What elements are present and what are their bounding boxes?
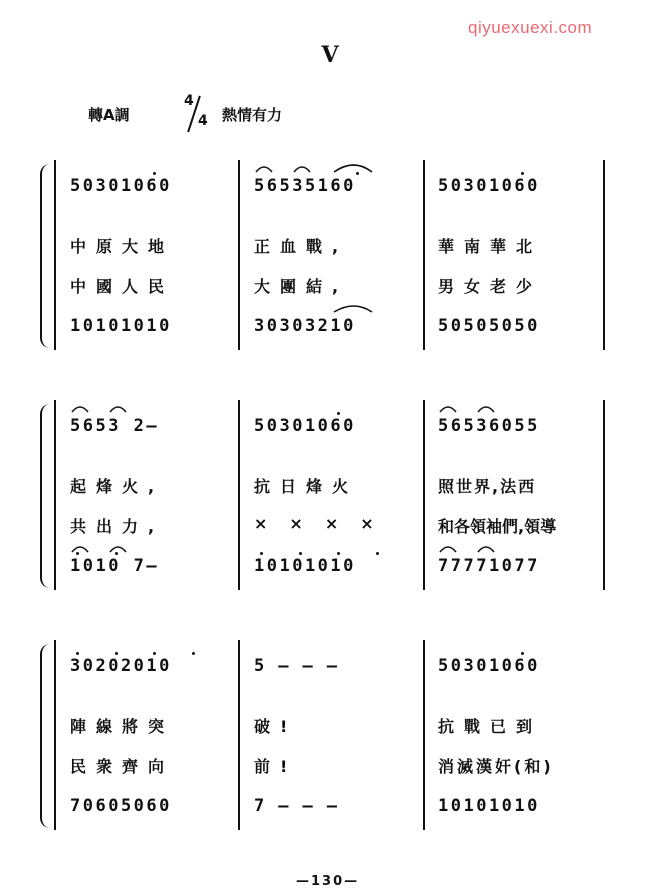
bass-notes: 77771077	[438, 556, 540, 576]
lyric-verse-2: 前!	[254, 757, 298, 776]
high-octave-dot	[521, 172, 524, 175]
lyric-verse-1: 照世界,法西	[438, 477, 537, 496]
meter-top: 4	[184, 93, 194, 109]
lyric-verse-1: 抗日烽火	[254, 477, 359, 496]
high-octave-dot	[76, 552, 79, 555]
lyric-verse-1: 破!	[254, 717, 298, 736]
measure	[438, 400, 598, 590]
measure	[70, 160, 230, 350]
melody-notes: 5———	[254, 656, 351, 676]
melody-notes: 50301060	[70, 176, 172, 196]
lyric-verse-1: 中原大地	[70, 237, 175, 256]
page-number: —130—	[296, 874, 360, 889]
bar-line-start	[54, 400, 56, 590]
bass-notes: 10101010	[438, 796, 540, 816]
bass-notes: 70605060	[70, 796, 172, 816]
bar-line-end	[603, 400, 605, 590]
bass-notes: 1010 7—	[70, 556, 160, 576]
score-system-1	[40, 160, 620, 350]
score-system-2	[40, 400, 620, 590]
high-octave-dot	[115, 652, 118, 655]
tempo-marking: 熱情有力	[222, 106, 283, 124]
score-system-3	[40, 640, 620, 830]
bar-line-start	[54, 160, 56, 350]
high-octave-dot	[153, 172, 156, 175]
bar-line	[238, 640, 240, 830]
measure	[254, 640, 414, 830]
lyric-verse-1: 華南華北	[438, 237, 543, 256]
measure	[254, 400, 414, 590]
high-octave-dot	[192, 652, 195, 655]
bar-line-end	[603, 160, 605, 350]
meter-bottom: 4	[198, 113, 208, 129]
lyric-verse-2: 和各領袖們,領導	[438, 517, 557, 536]
measure	[70, 640, 230, 830]
melody-notes: 50301060	[254, 416, 356, 436]
bar-line	[423, 640, 425, 830]
melody-notes: 30202010	[70, 656, 172, 676]
high-octave-dot	[76, 652, 79, 655]
section-mark: V	[321, 42, 339, 68]
high-octave-dot	[260, 552, 263, 555]
bass-notes: 10101010	[70, 316, 172, 336]
melody-notes: 56535160	[254, 176, 356, 196]
lyric-verse-1: 正血戰,	[254, 237, 349, 256]
lyric-verse-2: 共出力,	[70, 517, 165, 536]
system-brace	[40, 164, 52, 348]
measure	[254, 160, 414, 350]
lyric-verse-2: ××××	[254, 514, 396, 533]
bar-line	[423, 160, 425, 350]
lyric-verse-2: 大團結,	[254, 277, 349, 296]
lyric-verse-2: 消滅漢奸(和)	[438, 757, 554, 776]
key-change-label: 轉A調	[88, 106, 130, 124]
bar-line	[238, 400, 240, 590]
system-brace	[40, 404, 52, 588]
lyric-verse-1: 抗戰已到	[438, 717, 543, 736]
lyric-verse-2: 男女老少	[438, 277, 543, 296]
bar-line	[238, 160, 240, 350]
site-watermark: qiyuexuexi.com	[468, 18, 593, 37]
melody-notes: 5653 2—	[70, 416, 160, 436]
lyric-verse-1: 陣線將突	[70, 717, 175, 736]
lyric-verse-2: 中國人民	[70, 277, 175, 296]
melody-notes: 56536055	[438, 416, 540, 436]
system-brace	[40, 644, 52, 828]
bass-notes: 30303210	[254, 316, 356, 336]
lyric-verse-1: 起烽火,	[70, 477, 165, 496]
bass-notes: 10101010	[254, 556, 356, 576]
high-octave-dot	[337, 552, 340, 555]
high-octave-dot	[115, 552, 118, 555]
measure	[438, 640, 608, 830]
bass-notes: 7———	[254, 796, 351, 816]
bar-line-start	[54, 640, 56, 830]
measure	[438, 160, 598, 350]
high-octave-dot	[337, 412, 340, 415]
melody-notes: 50301060	[438, 176, 540, 196]
high-octave-dot	[153, 652, 156, 655]
bass-notes: 50505050	[438, 316, 540, 336]
bar-line	[423, 400, 425, 590]
melody-notes: 50301060	[438, 656, 540, 676]
measure	[70, 400, 230, 590]
high-octave-dot	[299, 552, 302, 555]
high-octave-dot	[356, 172, 359, 175]
high-octave-dot	[376, 552, 379, 555]
high-octave-dot	[521, 652, 524, 655]
time-signature	[180, 93, 214, 133]
lyric-verse-2: 民衆齊向	[70, 757, 175, 776]
